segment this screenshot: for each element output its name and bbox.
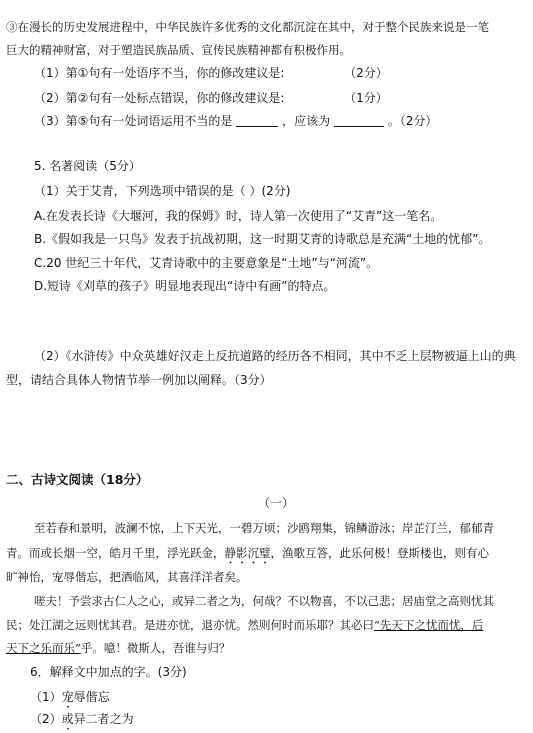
passage-p1-line-3: 旷神怡，宠辱偕忘，把酒临风，其喜洋洋者矣。 [6,570,248,584]
q4-item-3-text-c: 。（2分） [387,114,438,128]
passage-p2-line-1: 嗟夫！予尝求古仁人之心，或异二者之为，何哉？不以物喜，不以己悲；居庙堂之高则忧其 [34,594,494,608]
q4-item-3-text-b: ，应该为 [282,114,331,128]
q5-item-1-stem: （1）关于艾青，下列选项中错误的是（ ）(2分) [34,184,291,198]
answer-blank-1[interactable] [236,114,278,127]
q5-option-c: C.20 世纪三十年代，艾青诗歌中的主要意象是“土地”与“河流”。 [34,256,379,270]
q5-option-a: A.在发表长诗《大堰河，我的保姆》时，诗人第一次使用了“艾青”这一笔名。 [34,209,443,223]
part-label: （一） [258,496,295,510]
q4-item-2 [34,90,388,106]
q4-item-3 [34,113,437,129]
q4-item-1-score: （2分） [344,66,388,80]
passage-p1-line-2 [6,545,489,567]
q4-item-1 [34,65,388,81]
section-heading: 二、古诗文阅读（18分） [6,472,149,487]
intro-line-1: ③在漫长的历史发展进程中，中华民族许多优秀的文化都沉淀在其中，对于整个民族来说是一笔 [6,20,489,34]
q6-item-2-text: 异二者之为 [73,712,134,726]
passage-text: 乎。噫！微斯人，吾谁与归？ [80,641,231,655]
q6-item-2-number: （2） [30,712,62,726]
q6-item-1-number: （1） [30,690,62,704]
q4-item-1-text: （1）第①句有一处语序不当，你的修改建议是: [34,66,285,80]
q5-item-2-line-2: 型，请结合具体人物情节举一例加以阐释。（3分） [6,373,272,387]
q4-item-2-score: （1分） [344,91,388,105]
q4-item-2-text: （2）第②句有一处标点错误，你的修改建议是: [34,91,285,105]
highlighted-quote: 天下之乐而乐” [6,641,81,655]
dotted-char: 或 [61,712,74,726]
dotted-phrase: 静影沉璧 [224,546,271,560]
highlighted-quote: “先天下之忧而忧，后 [374,618,484,632]
intro-line-2: 巨大的精神财富，对于塑造民族品质、宣传民族精神都有积极作用。 [6,43,351,57]
passage-p1-line-1: 至若春和景明，波澜不惊，上下天光，一碧万顷；沙鸥翔集，锦鳞游泳；岸芷汀兰，郁郁青 [34,521,494,535]
q6-title: 6．解释文中加点的字。(3分) [30,665,187,679]
q4-item-3-text-a: （3）第⑤句有一处词语运用不当的是 [34,114,233,128]
passage-p2-line-3 [6,640,230,656]
q5-item-2-line-1: （2）《水浒传》中众英雄好汉走上反抗道路的经历各不相同，其中不乏上层物被逼上山的典 [34,349,516,363]
q5-option-d: D.短诗《刈草的孩子》明显地表现出“诗中有画”的特点。 [34,279,336,293]
passage-text: ，渔歌互答，此乐何极！登斯楼也，则有心 [270,546,489,560]
q6-item-1 [30,689,110,711]
q6-item-1-text: 辱偕忘 [73,690,110,704]
q5-option-b: B.《假如我是一只鸟》发表于抗战初期，这一时期艾青的诗歌总是充满“土地的忧郁”。 [34,232,491,246]
passage-text: 民；处江湖之远则忧其君。是进亦忧，退亦忧。然则何时而乐耶？其必曰 [6,618,374,632]
q5-title: 5. 名著阅读（5分） [34,159,141,173]
passage-p2-line-2 [6,617,483,633]
passage-text: 青。而或长烟一空，皓月千里，浮光跃金， [6,546,225,560]
answer-blank-2[interactable] [334,114,384,127]
q6-item-2 [30,711,134,733]
dotted-char: 宠 [61,690,74,704]
